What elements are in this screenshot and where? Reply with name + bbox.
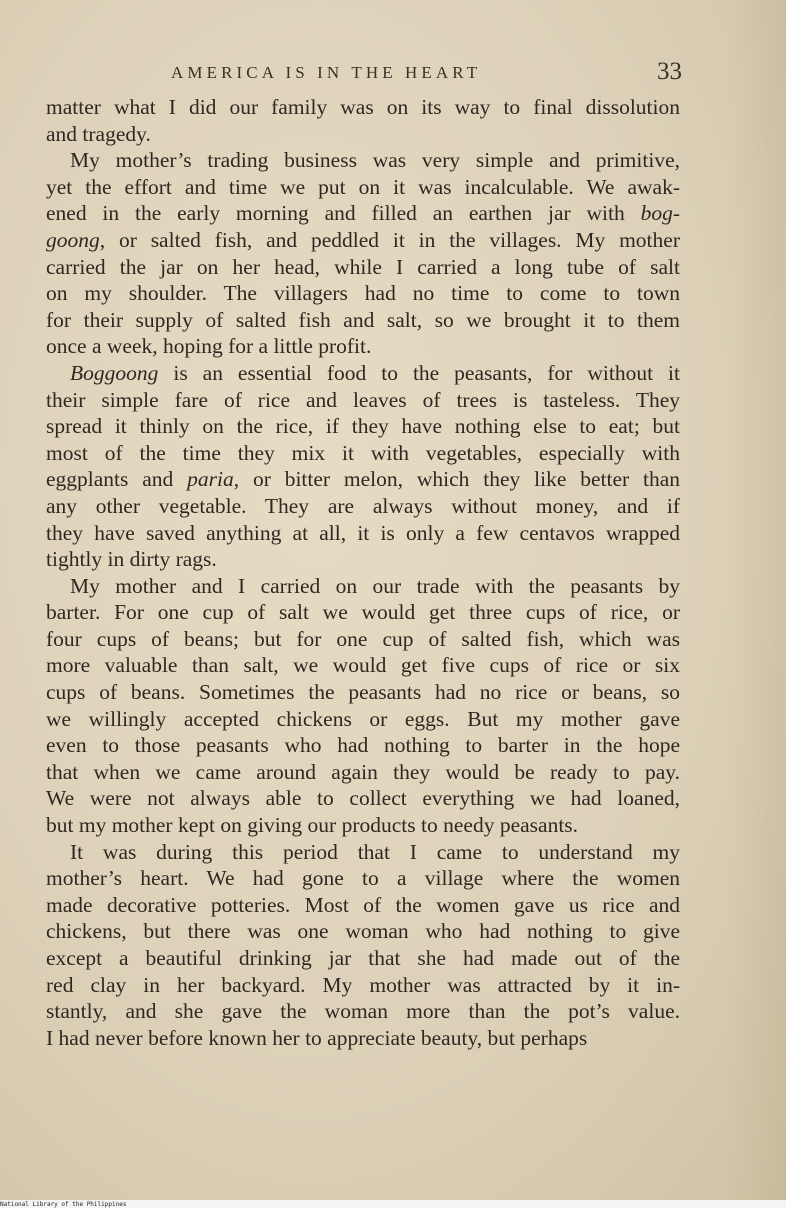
text-line: four cups of beans; but for one cup of salted fish, which was — [46, 626, 680, 651]
text-line: My mother and I carried on our trade with the peasants by — [70, 573, 680, 598]
paragraph — [46, 94, 680, 147]
text-line: but my mother kept on giving our products to needy peasants. — [46, 813, 579, 838]
text-line: chickens, but there was one woman who had nothing to give — [46, 919, 680, 944]
text-line: barter. For one cup of salt we would get three cups of rice, or — [46, 600, 680, 625]
library-credit: National Library of the Philippines — [0, 1201, 127, 1208]
paragraph — [46, 360, 680, 573]
text-line: Boggoong is an essential food to the peasants, for without it — [70, 360, 680, 385]
text-line: once a week, hoping for a little profit. — [46, 334, 372, 359]
text-line: even to those peasants who had nothing to barter in the hope — [46, 733, 680, 758]
text-line: matter what I did our family was on its way to final dissolution — [46, 95, 680, 119]
text-line: cups of beans. Sometimes the peasants had no rice or beans, so — [46, 680, 680, 705]
body-text — [46, 94, 680, 1051]
text-line: tightly in dirty rags. — [46, 547, 217, 572]
text-line: stantly, and she gave the woman more than the pot’s value. — [46, 999, 680, 1024]
text-line: except a beautiful drinking jar that she had made out of the — [46, 946, 680, 970]
text-line: goong, or salted fish, and peddled it in the villages. My mother — [46, 227, 680, 252]
text-line: spread it thinly on the rice, if they have nothing else to eat; but — [46, 414, 680, 439]
text-line: we willingly accepted chickens or eggs. But my mother gave — [46, 706, 680, 731]
text-line: I had never before known her to appreciate beauty, but perhaps — [46, 1025, 588, 1050]
page-edge-shadow — [726, 0, 786, 1200]
text-line: and tragedy. — [46, 121, 151, 146]
paragraph — [46, 147, 680, 360]
text-line: more valuable than salt, we would get five cups of rice or six — [46, 653, 680, 678]
paragraph — [46, 839, 680, 1052]
text-line: they have saved anything at all, it is only a few centavos wrapped — [46, 520, 680, 545]
text-line: made decorative potteries. Most of the women gave us rice and — [46, 892, 680, 917]
text-line: any other vegetable. They are always without money, and if — [46, 493, 680, 518]
text-line: that when we came around again they would be ready to pay. — [46, 759, 680, 784]
running-head — [46, 58, 682, 90]
text-line: eggplants and paria, or bitter melon, which they like better than — [46, 467, 680, 492]
text-line: ened in the early morning and filled an earthen jar with bog- — [46, 201, 680, 226]
text-line: mother’s heart. We had gone to a village where the women — [46, 866, 680, 891]
text-line: for their supply of salted fish and salt, so we brought it to them — [46, 307, 680, 332]
text-line: red clay in her backyard. My mother was attracted by it in- — [46, 972, 680, 997]
text-line: yet the effort and time we put on it was incalculable. We awak- — [46, 174, 680, 199]
text-line: most of the time they mix it with vegetables, especially with — [46, 440, 680, 465]
running-title: AMERICA IS IN THE HEART — [171, 63, 482, 82]
text-line: It was during this period that I came to understand my — [70, 839, 680, 864]
text-line: carried the jar on her head, while I carried a long tube of salt — [46, 254, 680, 279]
text-line: We were not always able to collect everything we had loaned, — [46, 786, 680, 811]
text-line: on my shoulder. The villagers had no time to come to town — [46, 281, 680, 306]
page-number: 33 — [657, 58, 682, 85]
text-line: their simple fare of rice and leaves of trees is tasteless. They — [46, 387, 680, 412]
text-line: My mother’s trading business was very simple and primitive, — [70, 148, 680, 173]
paragraph — [46, 573, 680, 839]
